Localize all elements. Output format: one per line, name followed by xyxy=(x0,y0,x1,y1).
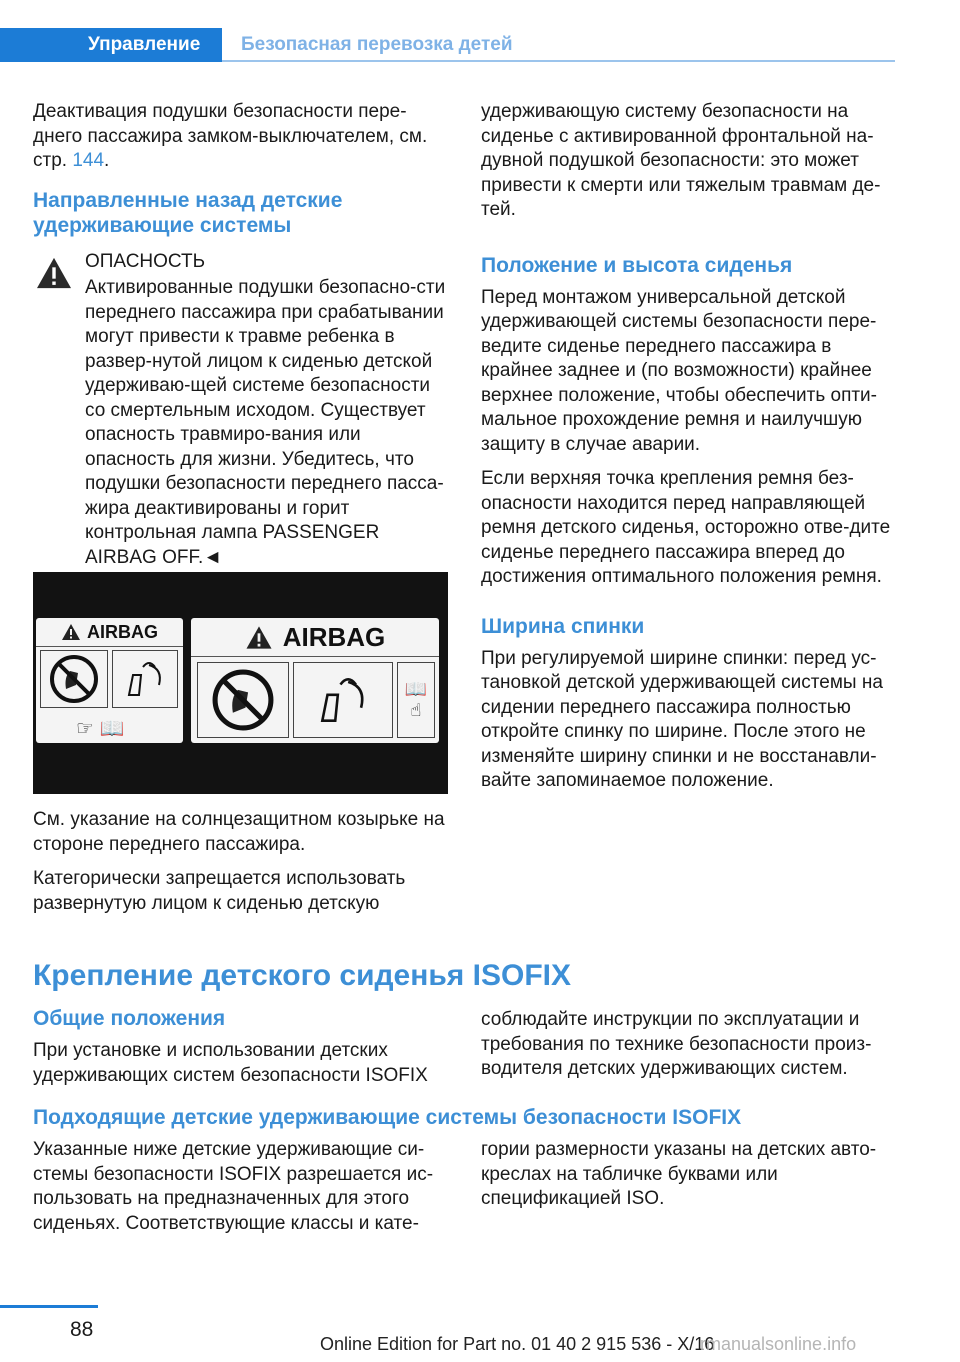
hand-book-icon: ☞ 📖 xyxy=(76,718,125,740)
prohibition-continued: удерживающую систему безопасности на сиденье с активированной фронтальной на-дувной подушкой безопасности: это может привести к смерти или тяжелым травмам де-тей. xyxy=(481,101,881,220)
general-left xyxy=(33,1006,448,1088)
online-edition-text: Online Edition for Part no. 01 40 2 915 536 - X/16 xyxy=(320,1334,715,1354)
page-number: 88 xyxy=(70,1318,94,1341)
danger-warning xyxy=(33,250,448,571)
seat-position-paragraph: Перед монтажом универсальной детской удерживающей системы безопасности пере-ведите сиденье переднего пассажира в крайнее заднее и (по возможности) крайнее верхнее положение, чтобы обеспечить опти-мальное прохождение ремня и наилучшую защиту в случае аварии. xyxy=(481,286,877,455)
deactivation-paragraph: Деактивация подушки безопасности пере-днего пассажира замком-выключателем, см. стр. 144. xyxy=(33,101,428,171)
general-left-text: При установке и использовании детских удерживающих систем безопасности ISOFIX xyxy=(33,1040,428,1086)
backrest-width-paragraph: При регулируемой ширине спинки: перед ус-тановкой детской удерживающей системы на сидении переднего пассажира полностью откройте спинку по ширине. После этого не изменяйте ширину спинки и не восстанавли-вайте запоминаемое положение. xyxy=(481,647,883,791)
general-right xyxy=(481,1008,896,1082)
general-heading: Общие положения xyxy=(33,1007,226,1030)
airbag-label-large: AIRBAG 📖 ☝ xyxy=(191,618,439,743)
prohibition-paragraph: Категорически запрещается использовать развернутую лицом к сиденью детскую xyxy=(33,868,406,914)
belt-anchor-paragraph: Если верхняя точка крепления ремня без-опасности находится перед направляющей ремня детского сиденья, осторожно отве-дите сиденье переднего пассажира вперед до достижения оптимального положения ремня. xyxy=(481,468,891,587)
right-column xyxy=(481,100,896,794)
airbag-deploy-icon xyxy=(293,662,393,738)
suitable-right xyxy=(481,1138,896,1212)
left-column-bottom xyxy=(33,808,448,916)
header-section-tab[interactable]: Управление xyxy=(88,34,201,55)
book-hand-icon: 📖 ☝ xyxy=(397,662,435,738)
isofix-title: Крепление детского сиденья ISOFIX xyxy=(33,959,571,992)
airbag-label-small: AIRBAG ☞ 📖 xyxy=(36,618,183,743)
airbag-label-photo xyxy=(33,572,448,794)
seat-position-heading: Положение и высота сиденья xyxy=(481,253,793,277)
suitable-systems-heading: Подходящие детские удерживающие системы безопасности ISOFIX xyxy=(33,1106,742,1129)
warning-triangle-icon xyxy=(35,256,73,290)
warning-title: ОПАСНОСТЬ xyxy=(85,250,206,272)
backrest-width-heading: Ширина спинки xyxy=(481,614,645,638)
watermark: rmanualsonline.info xyxy=(700,1334,857,1354)
warning-triangle-icon xyxy=(245,625,273,650)
header-divider xyxy=(222,60,895,62)
airbag-deploy-icon xyxy=(112,650,178,708)
warning-text: Активированные подушки безопасно-сти переднего пассажира при срабатывании могут привести к травме ребенка в развер-нутой лицом к сиденью детской удерживаю-щей системе безопасности со смертельным исходом. Существует опасность травмиро-вания или опасность для жизни. Убедитесь, что подушки безопасности переднего пасса-жира деактивированы и горит контрольная лампа PASSENGER AIRBAG OFF.◄ xyxy=(85,277,446,568)
no-child-seat-icon xyxy=(40,650,108,708)
rear-facing-heading: Направленные назад детские удерживающие системы xyxy=(33,188,343,237)
footer-accent-line xyxy=(0,1305,98,1308)
suitable-left-text: Указанные ниже детские удерживающие си-стемы безопасности ISOFIX разрешается ис-пользовать на предназначенных для этого сиденьях. Соответствующие классы и кате- xyxy=(33,1139,434,1234)
header-chapter-tab[interactable]: Безопасная перевозка детей xyxy=(241,34,513,55)
suitable-right-text: гории размерности указаны на детских авто-креслах на табличке буквами или спецификацией ISO. xyxy=(481,1139,877,1209)
sun-visor-paragraph: См. указание на солнцезащитном козырьке на стороне переднего пассажира. xyxy=(33,809,445,855)
suitable-left xyxy=(33,1138,448,1236)
general-right-text: соблюдайте инструкции по эксплуатации и требования по технике безопасности произ-водителя детских удерживающих систем. xyxy=(481,1009,872,1079)
warning-triangle-icon xyxy=(61,623,81,641)
left-column xyxy=(33,100,448,584)
page-reference-link[interactable]: 144 xyxy=(72,150,105,171)
no-child-seat-icon xyxy=(197,662,289,738)
